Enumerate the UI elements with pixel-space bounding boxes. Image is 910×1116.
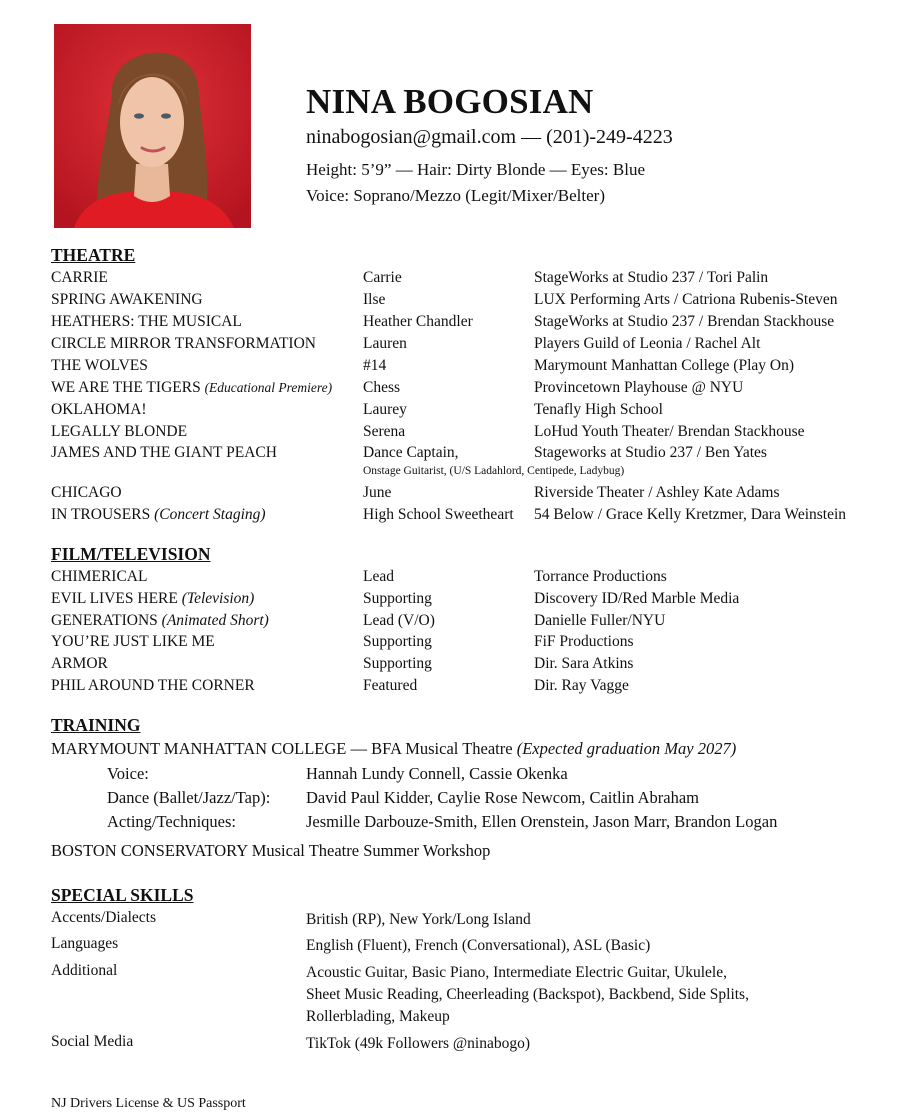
skill-value: Sheet Music Reading, Cheerleading (Backspot), Backbend, Side Splits, — [306, 986, 749, 1003]
credit-note: (Concert Staging) — [154, 506, 266, 523]
footer-note: NJ Drivers License & US Passport — [51, 1096, 246, 1111]
credit-row — [51, 612, 881, 634]
credit-row — [51, 444, 881, 466]
credit-role: Supporting — [363, 633, 432, 650]
school-name: MARYMOUNT MANHATTAN COLLEGE — BFA Musical Theatre — [51, 739, 513, 758]
skill-label: Accents/Dialects — [51, 909, 157, 926]
skill-label: Additional — [51, 962, 118, 979]
credit-company: Tenafly High School — [534, 401, 663, 418]
credit-row — [51, 655, 881, 677]
training-row — [107, 764, 867, 786]
skill-value: Rollerblading, Makeup — [306, 1008, 450, 1025]
training-label: Voice: — [107, 764, 149, 783]
credit-row — [51, 677, 881, 699]
credit-title: YOU’RE JUST LIKE ME — [51, 633, 215, 650]
credit-row — [51, 269, 881, 291]
physical-stats — [306, 160, 645, 180]
voice-type: Voice: Soprano/Mezzo (Legit/Mixer/Belter) — [306, 186, 605, 205]
skill-value: English (Fluent), French (Conversational), ASL (Basic) — [306, 937, 651, 954]
credit-row — [51, 313, 881, 335]
hair: Hair: Dirty Blonde — [416, 160, 546, 179]
training-teachers: Hannah Lundy Connell, Cassie Okenka — [306, 764, 568, 783]
credit-title: CIRCLE MIRROR TRANSFORMATION — [51, 335, 316, 352]
credit-role: Supporting — [363, 590, 432, 607]
credit-row — [51, 484, 881, 506]
training-school — [51, 739, 736, 759]
credit-title: PHIL AROUND THE CORNER — [51, 677, 255, 694]
skill-value: TikTok (49k Followers @ninabogo) — [306, 1035, 531, 1052]
credit-company: Stageworks at Studio 237 / Ben Yates — [534, 444, 767, 461]
credit-row — [51, 357, 881, 379]
credit-company: Provincetown Playhouse @ NYU — [534, 379, 744, 396]
section-heading-film: FILM/TELEVISION — [51, 544, 211, 564]
credit-role: Heather Chandler — [363, 313, 473, 330]
credit-role: Lead (V/O) — [363, 612, 435, 629]
credit-role: June — [363, 484, 392, 501]
credit-role: Ilse — [363, 291, 386, 308]
separator: — — [521, 126, 542, 148]
credit-company: Discovery ID/Red Marble Media — [534, 590, 740, 607]
credit-row — [51, 379, 881, 401]
credit-note: (Animated Short) — [161, 612, 269, 629]
credit-role: Featured — [363, 677, 418, 694]
training-other: BOSTON CONSERVATORY Musical Theatre Summer Workshop — [51, 841, 491, 860]
credit-role: Chess — [363, 379, 401, 396]
credit-title: CHICAGO — [51, 484, 122, 501]
applicant-name: NINA BOGOSIAN — [306, 82, 594, 121]
credit-title: CHIMERICAL — [51, 568, 148, 585]
credit-row — [51, 335, 881, 357]
phone-number[interactable]: (201)-249-4223 — [546, 126, 673, 148]
height: Height: 5’9” — [306, 160, 392, 179]
skill-value: British (RP), New York/Long Island — [306, 911, 531, 928]
credit-row — [51, 401, 881, 423]
credit-title: LEGALLY BLONDE — [51, 423, 188, 440]
credit-company: Danielle Fuller/NYU — [534, 612, 666, 629]
credit-role: Supporting — [363, 655, 432, 672]
credit-title: HEATHERS: THE MUSICAL — [51, 313, 242, 330]
credit-row — [51, 590, 881, 612]
credit-role: Laurey — [363, 401, 407, 418]
skill-value: Acoustic Guitar, Basic Piano, Intermediate Electric Guitar, Ukulele, — [306, 964, 727, 981]
credit-title: OKLAHOMA! — [51, 401, 147, 418]
credit-company: Torrance Productions — [534, 568, 667, 585]
credit-title: ARMOR — [51, 655, 108, 672]
email-address[interactable]: ninabogosian@gmail.com — [306, 126, 517, 148]
credit-role: Lauren — [363, 335, 407, 352]
credit-company: Dir. Sara Atkins — [534, 655, 634, 672]
section-heading-training: TRAINING — [51, 715, 141, 735]
credit-company: Marymount Manhattan College (Play On) — [534, 357, 795, 374]
credit-role: Serena — [363, 423, 406, 440]
credit-company: 54 Below / Grace Kelly Kretzmer, Dara Weinstein — [534, 506, 847, 523]
credit-row — [51, 568, 881, 590]
section-heading-skills: SPECIAL SKILLS — [51, 885, 194, 905]
training-row — [107, 788, 867, 810]
skill-label: Languages — [51, 935, 119, 952]
training-label: Acting/Techniques: — [107, 812, 236, 831]
training-teachers: Jesmille Darbouze-Smith, Ellen Orenstein, Jason Marr, Brandon Logan — [306, 812, 778, 831]
eyes: Eyes: Blue — [570, 160, 646, 179]
credit-role: High School Sweetheart — [363, 506, 514, 523]
training-label: Dance (Ballet/Jazz/Tap): — [107, 788, 271, 807]
section-heading-theatre: THEATRE — [51, 245, 136, 265]
credit-company: LoHud Youth Theater/ Brendan Stackhouse — [534, 423, 805, 440]
credit-title: SPRING AWAKENING — [51, 291, 203, 308]
credit-title: THE WOLVES — [51, 357, 148, 374]
contact-line — [306, 126, 673, 149]
skill-label: Social Media — [51, 1033, 134, 1050]
credit-company: LUX Performing Arts / Catriona Rubenis-Steven — [534, 291, 838, 308]
credit-title: IN TROUSERS — [51, 506, 151, 523]
credit-title: WE ARE THE TIGERS — [51, 379, 201, 396]
credit-company: Dir. Ray Vagge — [534, 677, 629, 694]
credit-row — [51, 506, 881, 528]
credit-title: GENERATIONS — [51, 612, 158, 629]
credit-role: Lead — [363, 568, 394, 585]
headshot-photo — [54, 24, 251, 228]
credit-note: (Educational Premiere) — [204, 380, 333, 395]
credit-company: StageWorks at Studio 237 / Brendan Stackhouse — [534, 313, 835, 330]
credit-role: Dance Captain, — [363, 444, 459, 461]
credit-company: StageWorks at Studio 237 / Tori Palin — [534, 269, 769, 286]
credit-title: EVIL LIVES HERE — [51, 590, 178, 607]
credit-row — [51, 633, 881, 655]
credit-role: Carrie — [363, 269, 402, 286]
credit-row — [51, 423, 881, 445]
separator: — — [549, 160, 567, 179]
credit-company: Players Guild of Leonia / Rachel Alt — [534, 335, 761, 352]
separator: — — [395, 160, 413, 179]
credit-company: Riverside Theater / Ashley Kate Adams — [534, 484, 780, 501]
credit-role: #14 — [363, 357, 387, 374]
credit-title: CARRIE — [51, 269, 108, 286]
credit-company: FiF Productions — [534, 633, 634, 650]
credit-note: (Television) — [181, 590, 255, 607]
school-note: (Expected graduation May 2027) — [516, 739, 737, 758]
credit-row — [51, 291, 881, 313]
training-row — [107, 812, 867, 834]
credit-title: JAMES AND THE GIANT PEACH — [51, 444, 277, 461]
training-teachers: David Paul Kidder, Caylie Rose Newcom, Caitlin Abraham — [306, 788, 699, 807]
credit-subnote: Onstage Guitarist, (U/S Ladahlord, Centipede, Ladybug) — [363, 465, 625, 477]
